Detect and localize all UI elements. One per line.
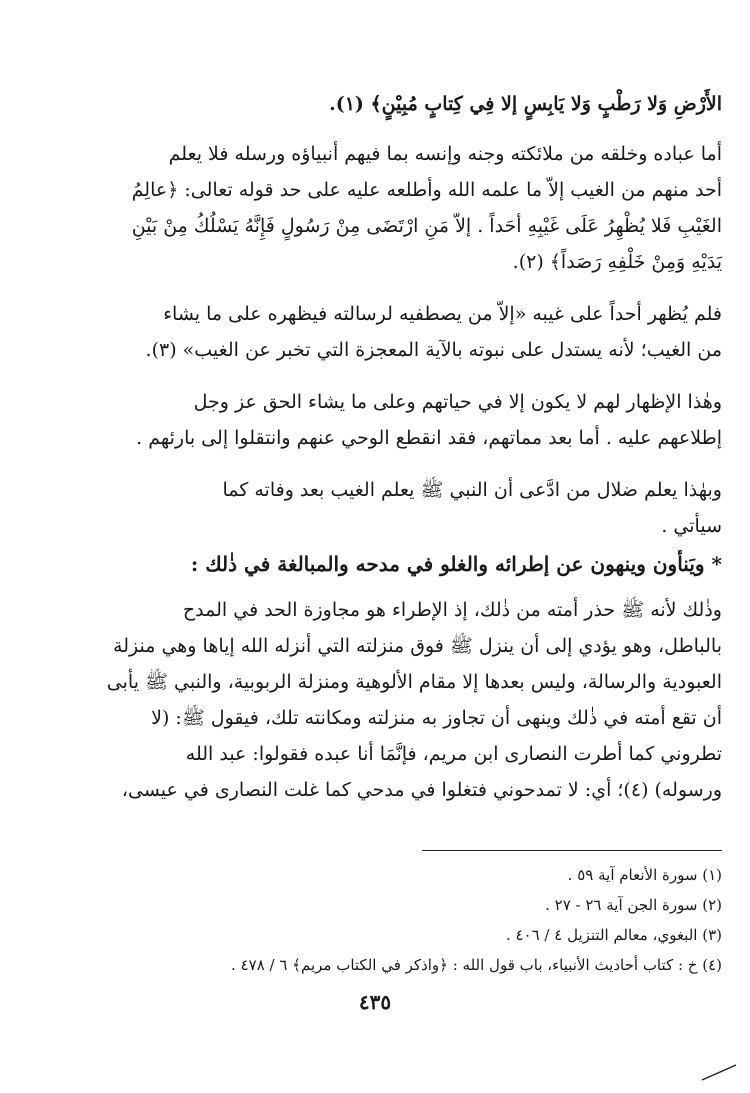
footnote-1: (١) سورة الأنعام آية ٥٩ .	[567, 866, 722, 884]
footnote-4: (٤) خ : كتاب أحاديث الأنبياء، باب قول الله : ﴿واذكر في الكتاب مريم﴾ ٦ / ٤٧٨ .	[231, 956, 722, 974]
paragraph-exaggeration-warning: وذٰلك لأنه ﷺ حذر أمته من ذٰلك، إذ الإطراء هو مجاوزة الحد في المدح بالباطل، وهو يؤدي إلى أن ينزل ﷺ فوق منزلته التي أنزله الله إياها وهي منزلة العبودية والرسالة، وليس بعدها إلا مقام الألوهية ومنزلة الربوبية، والنبي ﷺ يأبى أن تقع أمته في ذٰلك وينهى أن تجاوز به منزلته ومكانته تلك، فيقول ﷺ: (لا تطروني كما أطرت النصارى ابن مريم، فإنَّمَا أنا عبده فقولوا: عبد الله ورسوله) (٤)؛ أي: لا تمدحوني فتغلوا في مدحي كما غلت النصارى في عيسى،	[106, 599, 722, 801]
footnotes	[50, 860, 722, 980]
section-heading: * ويَنأون وينهون عن إطرائه والغلو في مدحه والمبالغة في ذٰلك :	[190, 552, 722, 576]
paragraph-revelation-ended: وهٰذا الإظهار لهم لا يكون إلا في حياتهم وعلى ما يشاء الحق عز وجل إطلاعهم عليه . أما بعد مماتهم، فقد انقطع الوحي عنهم وانتقلوا إلى بارئهم .	[136, 391, 722, 449]
footnote-divider	[422, 850, 722, 851]
paragraph-verse-end: الأَرْضِ وَلا رَطْبٍ وَلا يَابِسٍ إلا فِي كِتابٍ مُبِيْنٍ﴾ (١).	[329, 93, 722, 115]
paragraph-claim-refuted: وبهٰذا يعلم ضلال من ادَّعى أن النبي ﷺ يعلم الغيب بعد وفاته كما سيأتي .	[222, 479, 722, 537]
pen-mark-icon	[700, 1062, 740, 1082]
paragraph-chosen-messenger: فلم يُظهر أحداً على غيبه «إلاّ من يصطفيه لرسالته فيظهره على ما يشاء من الغيب؛ لأنه يستدل على نبوته بالآية المعجزة التي تخبر عن الغيب» (٣).	[145, 303, 722, 361]
paragraph-knowledge-of-unseen: أما عباده وخلقه من ملائكته وجنه وإنسه بما فيهم أنبياؤه ورسله فلا يعلم أحد منهم من الغيب إلاّ ما علمه الله وأطلعه عليه على حد قوله تعالى: ﴿عالِمُ الغَيْبِ فَلا يُظْهِرُ عَلَى غَيْبِهِ أحَداً . إلاّ مَنِ ارْتَضَى مِنْ رَسُولٍ فَإِنَّهُ يَسْلُكُ مِنْ بَيْنِ يَدَيْهِ وَمِنْ خَلْفِهِ رَصَداً﴾ (٢).	[131, 143, 722, 273]
page-number: ٤٣٥	[358, 990, 392, 1014]
footnote-2: (٢) سورة الجن آية ٢٦ - ٢٧ .	[545, 896, 722, 914]
footnote-3: (٣) البغوي، معالم التنزيل ٤ / ٤٠٦ .	[505, 926, 722, 944]
